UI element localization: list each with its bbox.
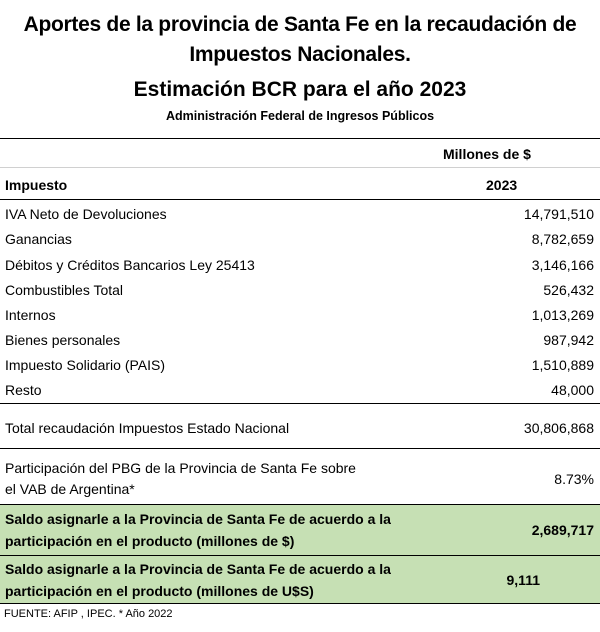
table-row-label: Bienes personales [5,332,121,348]
total-value: 30,806,868 [523,420,594,436]
source-note: FUENTE: AFIP , IPEC. * Año 2022 [4,608,173,620]
table-row-value: 1,013,269 [531,307,594,323]
bottom-divider [0,603,600,604]
saldo-usd-label-line-1: Saldo asignarle a la Provincia de Santa Fe de acuerdo a la [5,561,391,577]
column-header-impuesto: Impuesto [5,177,68,193]
header-divider [0,199,600,200]
table-row-value: 8,782,659 [531,231,594,247]
participation-label-line-2: el VAB de Argentina* [5,481,135,497]
table-row-label: Impuesto Solidario (PAIS) [5,357,166,373]
table-row-value: 526,432 [543,282,594,298]
table-row-label: Combustibles Total [5,282,124,298]
table-row-label: Débitos y Créditos Bancarios Ley 25413 [5,257,255,273]
table-row-value: 987,942 [543,332,594,348]
saldo-usd-label-line-2: participación en el producto (millones de U$S) [5,583,314,599]
saldo-pesos-value: 2,689,717 [531,522,594,538]
table-row-value: 48,000 [551,382,594,398]
units-header: Millones de $ [443,146,531,162]
table-row-label: Resto [5,382,42,398]
table-row-value: 3,146,166 [531,257,594,273]
saldo-pesos-label-line-1: Saldo asignarle a la Provincia de Santa Fe de acuerdo a la [5,511,391,527]
table-row-label: IVA Neto de Devoluciones [5,206,167,222]
title-line-3: Estimación BCR para el año 2023 [133,78,467,101]
top-divider [0,138,600,139]
subtitle: Administración Federal de Ingresos Públicos [165,109,435,123]
column-header-year: 2023 [486,177,518,193]
participation-label-line-1: Participación del PBG de la Provincia de Santa Fe sobre [5,460,356,476]
participation-value: 8.73% [554,471,594,487]
table-row-label: Ganancias [5,231,72,247]
table-row-value: 14,791,510 [523,206,594,222]
saldo-pesos-label-line-2: participación en el producto (millones de $) [5,533,295,549]
title-line-1: Aportes de la provincia de Santa Fe en la recaudación de [23,13,577,36]
total-label: Total recaudación Impuestos Estado Nacional [5,420,290,436]
total-divider [0,448,600,449]
table-row-value: 1,510,889 [531,357,594,373]
header-subdivider [0,167,600,168]
saldo-usd-value: 9,111 [506,572,540,588]
rows-divider [0,403,600,404]
title-line-2: Impuestos Nacionales. [189,43,411,66]
table-row-label: Internos [5,307,56,323]
